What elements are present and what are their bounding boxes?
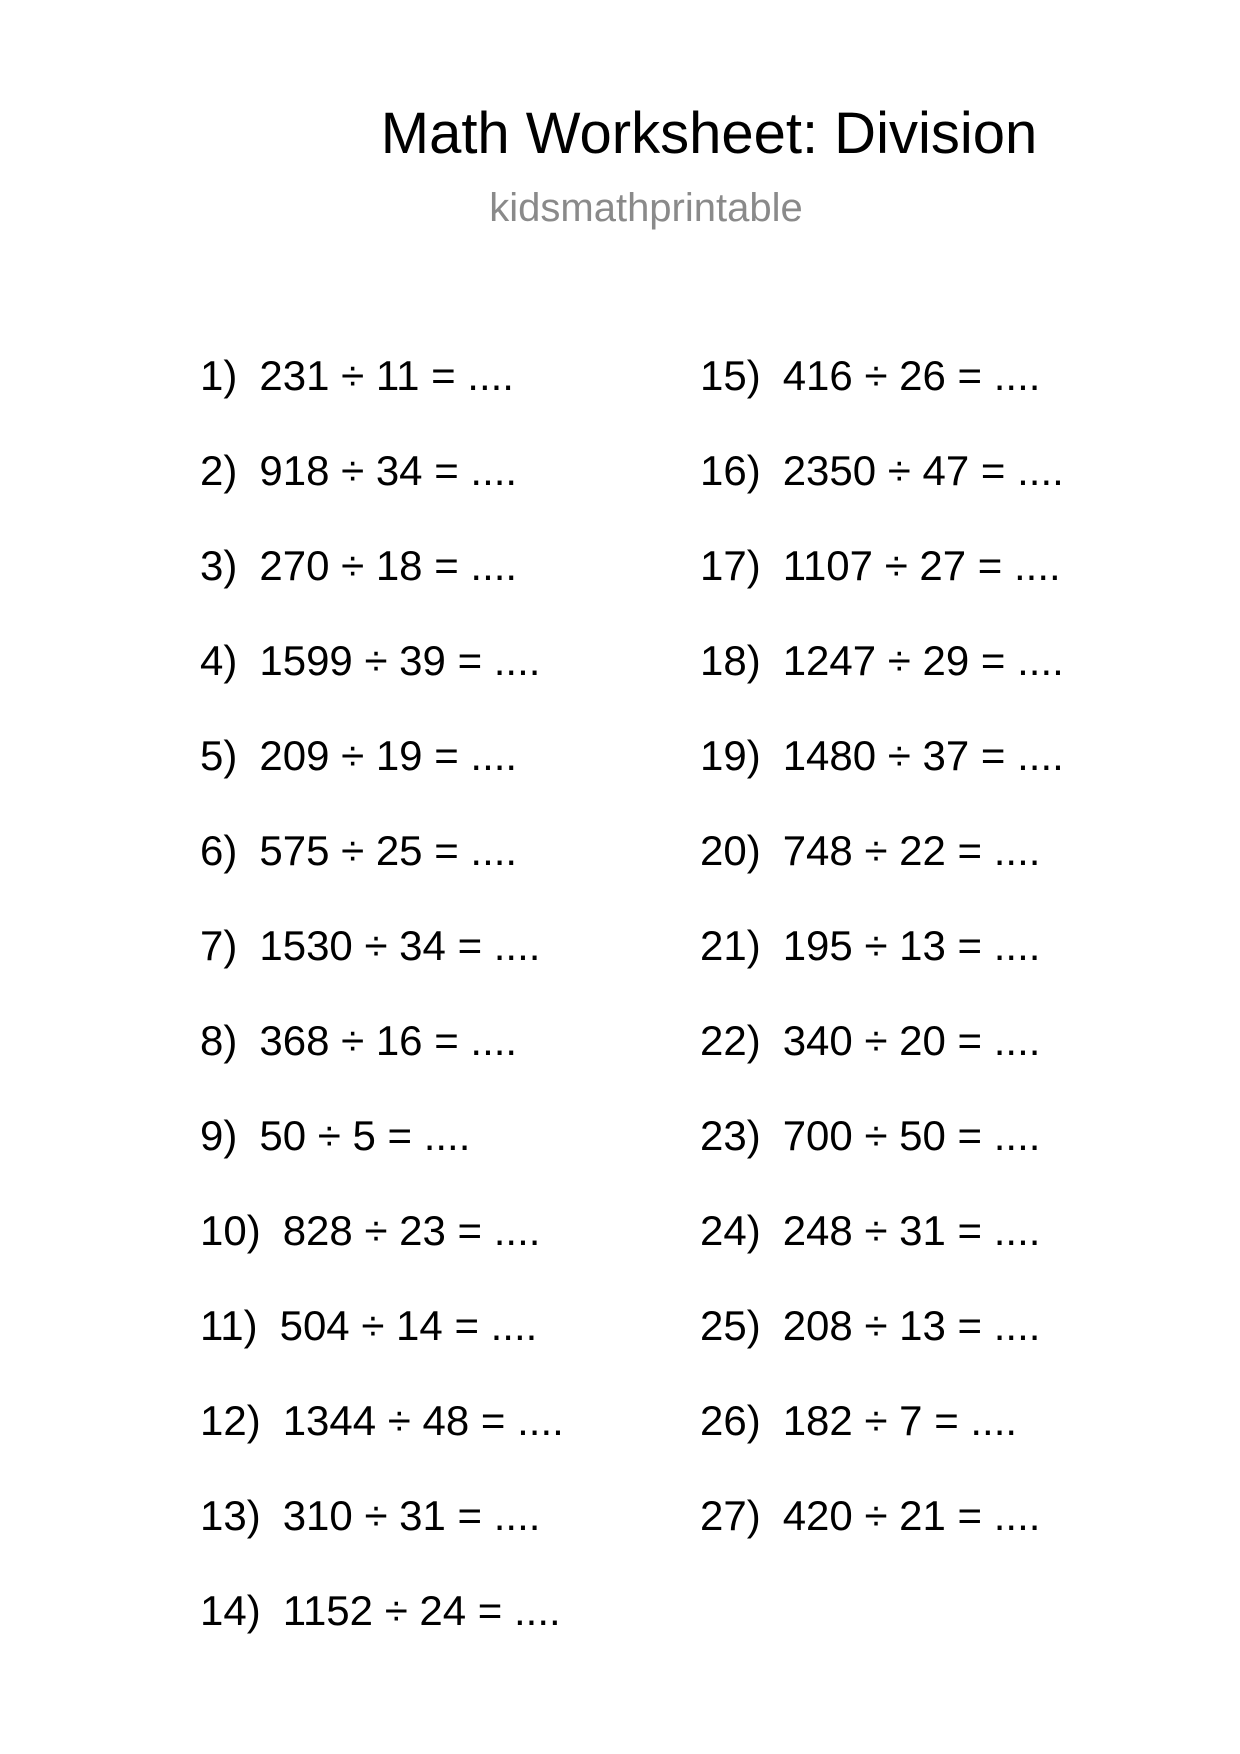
problem-expression: 504 ÷ 14 = ....: [279, 1302, 538, 1349]
problem-item: [200, 441, 564, 536]
problem-item: [200, 536, 564, 631]
problem-expression: 248 ÷ 31 = ....: [782, 1207, 1041, 1254]
problem-item: [700, 631, 1064, 726]
problem-item: [200, 631, 564, 726]
problem-item: [700, 1391, 1064, 1486]
problem-item: [700, 726, 1064, 821]
problem-number: 12): [200, 1397, 261, 1444]
problem-item: [200, 821, 564, 916]
problem-column-left: [200, 346, 564, 1676]
problem-item: [700, 1106, 1064, 1201]
problem-item: [700, 1011, 1064, 1106]
problem-number: 11): [200, 1302, 258, 1349]
problem-number: 4): [200, 637, 238, 684]
problem-number: 15): [700, 352, 761, 399]
problem-number: 2): [200, 447, 238, 494]
problem-number: 1): [200, 352, 238, 399]
problem-number: 25): [700, 1302, 761, 1349]
problem-number: 21): [700, 922, 761, 969]
problem-number: 23): [700, 1112, 761, 1159]
problem-number: 19): [700, 732, 761, 779]
problem-number: 9): [200, 1112, 238, 1159]
problem-expression: 195 ÷ 13 = ....: [782, 922, 1041, 969]
problem-expression: 575 ÷ 25 = ....: [259, 827, 518, 874]
problem-column-right: [700, 346, 1064, 1581]
problem-number: 16): [700, 447, 761, 494]
problem-item: [200, 726, 564, 821]
problem-expression: 1247 ÷ 29 = ....: [782, 637, 1064, 684]
problem-number: 10): [200, 1207, 261, 1254]
problem-item: [200, 1011, 564, 1106]
problem-item: [200, 1581, 564, 1676]
problem-item: [700, 441, 1064, 536]
problem-number: 7): [200, 922, 238, 969]
problem-number: 18): [700, 637, 761, 684]
problem-expression: 1599 ÷ 39 = ....: [259, 637, 541, 684]
problem-expression: 182 ÷ 7 = ....: [782, 1397, 1018, 1444]
problem-item: [200, 1296, 564, 1391]
problem-number: 27): [700, 1492, 761, 1539]
problem-expression: 918 ÷ 34 = ....: [259, 447, 518, 494]
problem-item: [700, 346, 1064, 441]
problem-expression: 700 ÷ 50 = ....: [782, 1112, 1041, 1159]
problem-expression: 50 ÷ 5 = ....: [259, 1112, 471, 1159]
problem-item: [700, 1296, 1064, 1391]
problem-expression: 209 ÷ 19 = ....: [259, 732, 518, 779]
problem-number: 26): [700, 1397, 761, 1444]
problem-item: [700, 1201, 1064, 1296]
problem-expression: 231 ÷ 11 = ....: [259, 352, 514, 399]
problem-item: [200, 1201, 564, 1296]
problem-expression: 1107 ÷ 27 = ....: [782, 542, 1061, 589]
problem-item: [200, 346, 564, 441]
problem-number: 17): [700, 542, 761, 589]
problem-number: 5): [200, 732, 238, 779]
problem-number: 22): [700, 1017, 761, 1064]
problem-expression: 368 ÷ 16 = ....: [259, 1017, 518, 1064]
problem-number: 20): [700, 827, 761, 874]
problem-number: 8): [200, 1017, 238, 1064]
problem-expression: 1344 ÷ 48 = ....: [282, 1397, 564, 1444]
problem-expression: 1152 ÷ 24 = ....: [282, 1587, 561, 1634]
problem-item: [200, 1106, 564, 1201]
problem-expression: 340 ÷ 20 = ....: [782, 1017, 1041, 1064]
problem-item: [200, 1486, 564, 1581]
problem-expression: 2350 ÷ 47 = ....: [782, 447, 1064, 494]
problem-number: 3): [200, 542, 238, 589]
problem-expression: 270 ÷ 18 = ....: [259, 542, 518, 589]
problem-number: 14): [200, 1587, 261, 1634]
page-title: Math Worksheet: Division: [380, 101, 1038, 166]
page-subtitle: kidsmathprintable: [489, 186, 803, 230]
problem-item: [200, 1391, 564, 1486]
problem-number: 24): [700, 1207, 761, 1254]
problem-expression: 1480 ÷ 37 = ....: [782, 732, 1064, 779]
problem-expression: 748 ÷ 22 = ....: [782, 827, 1041, 874]
problem-expression: 208 ÷ 13 = ....: [782, 1302, 1041, 1349]
problem-expression: 828 ÷ 23 = ....: [282, 1207, 541, 1254]
problem-item: [700, 1486, 1064, 1581]
problem-item: [200, 916, 564, 1011]
problem-item: [700, 536, 1064, 631]
problem-number: 13): [200, 1492, 261, 1539]
problem-item: [700, 821, 1064, 916]
problem-item: [700, 916, 1064, 1011]
problem-expression: 1530 ÷ 34 = ....: [259, 922, 541, 969]
problem-number: 6): [200, 827, 238, 874]
problem-expression: 310 ÷ 31 = ....: [282, 1492, 541, 1539]
problem-expression: 416 ÷ 26 = ....: [782, 352, 1041, 399]
problem-expression: 420 ÷ 21 = ....: [782, 1492, 1041, 1539]
